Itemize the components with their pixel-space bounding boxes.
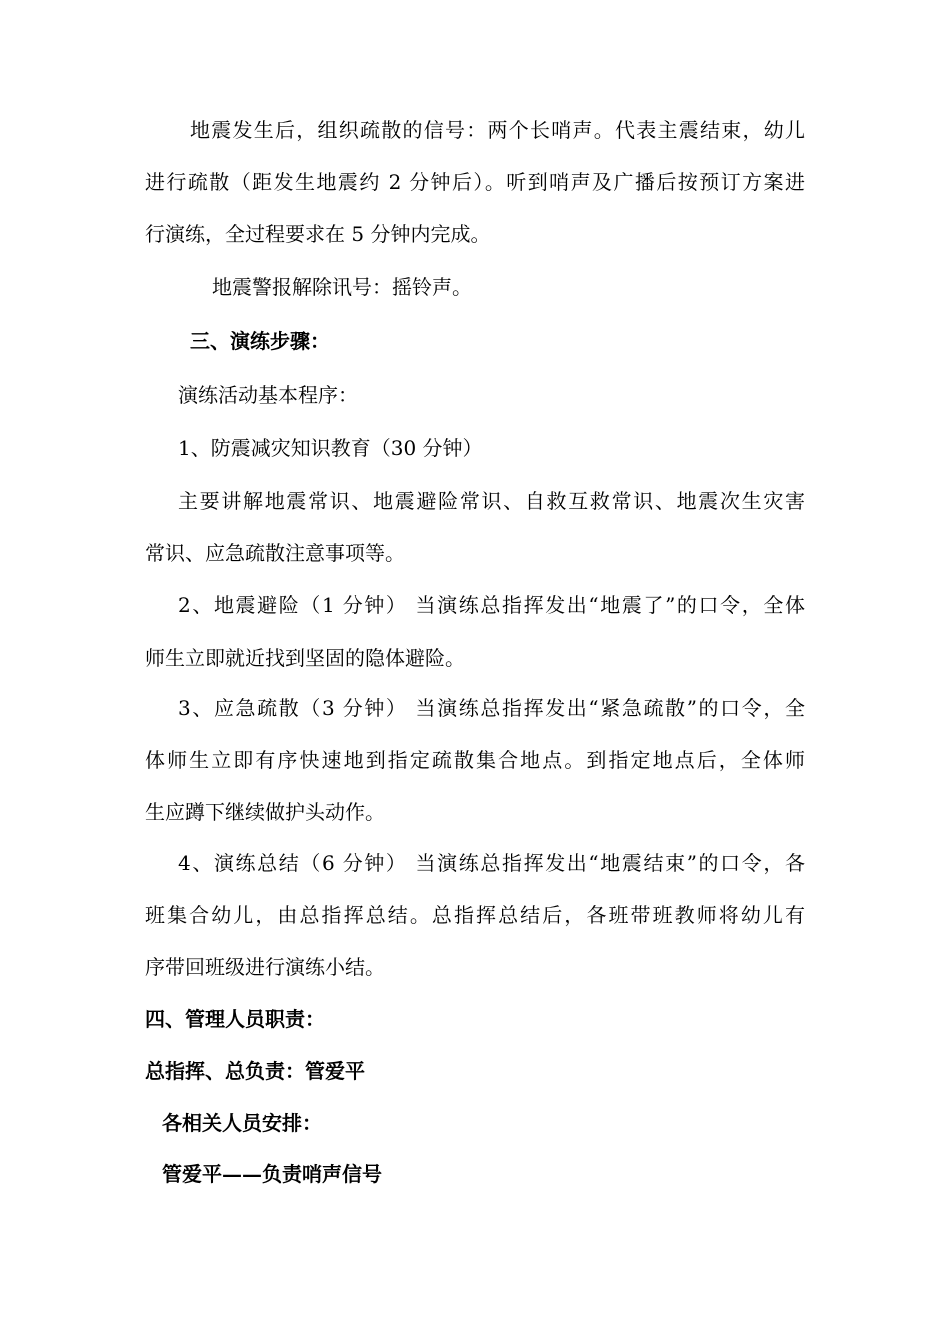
paragraph-line: 体师生立即有序快速地到指定疏散集合地点。到指定地点后，全体师 [145,748,805,772]
paragraph-line: 地震警报解除讯号：摇铃声。 [212,275,472,299]
staff-assignment: 管爱平——负责哨声信号 [162,1162,382,1186]
paragraph-line: 序带回班级进行演练小结。 [145,955,385,979]
staff-heading: 各相关人员安排： [162,1111,322,1135]
list-item: 2、地震避险（1 分钟） 当演练总指挥发出“地震了”的口令，全体 [178,593,805,617]
paragraph-line: 进行疏散（距发生地震约 2 分钟后）。听到哨声及广播后按预订方案进 [145,170,805,194]
list-item: 1、防震减灾知识教育（30 分钟） [178,436,483,460]
paragraph-line: 师生立即就近找到坚固的隐体避险。 [145,646,465,670]
list-item: 3、应急疏散（3 分钟） 当演练总指挥发出“紧急疏散”的口令，全 [178,696,805,720]
section-heading: 三、演练步骤： [190,329,330,353]
paragraph-line: 行演练，全过程要求在 5 分钟内完成。 [145,222,491,246]
commander-line: 总指挥、总负责：管爱平 [145,1059,365,1083]
paragraph-line: 演练活动基本程序： [178,383,358,407]
paragraph-line: 常识、应急疏散注意事项等。 [145,541,405,565]
list-item: 4、演练总结（6 分钟） 当演练总指挥发出“地震结束”的口令，各 [178,851,805,875]
section-heading: 四、管理人员职责： [145,1007,325,1031]
paragraph-line: 班集合幼儿，由总指挥总结。总指挥总结后，各班带班教师将幼儿有 [145,903,805,927]
paragraph-line: 生应蹲下继续做护头动作。 [145,800,385,824]
paragraph-line: 地震发生后，组织疏散的信号：两个长哨声。代表主震结束，幼儿 [190,118,805,142]
paragraph-line: 主要讲解地震常识、地震避险常识、自救互救常识、地震次生灾害 [178,489,805,513]
